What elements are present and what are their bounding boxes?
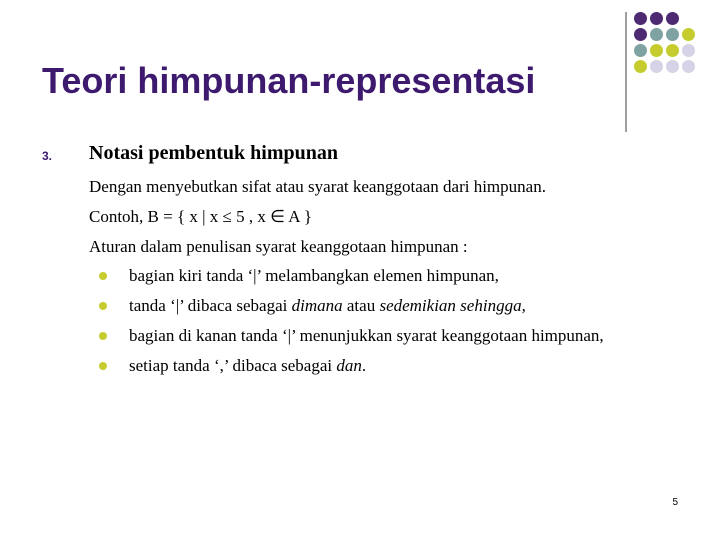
- rules-list: [42, 264, 682, 377]
- decorative-dot: [666, 44, 679, 57]
- bullet-italic-term: dimana: [291, 296, 343, 315]
- example-text: Contoh, B = { x | x ≤ 5 , x ∈ A }: [89, 207, 313, 226]
- page-number: 5: [672, 497, 678, 508]
- bullet-icon: [99, 362, 107, 370]
- bullet-icon: [99, 302, 107, 310]
- decorative-dot: [650, 28, 663, 41]
- decorative-dot: [682, 44, 695, 57]
- bullet-text-pre: setiap tanda ‘,’ dibaca sebagai: [129, 356, 337, 375]
- decorative-dot: [634, 44, 647, 57]
- bullet-text-pre: tanda ‘|’ dibaca sebagai: [129, 296, 292, 315]
- bullet-text-post: .: [361, 356, 367, 375]
- description-text: Dengan menyebutkan sifat atau syarat keanggotaan dari himpunan.: [89, 177, 546, 196]
- list-item: [42, 294, 682, 317]
- decorative-dot: [650, 12, 663, 25]
- decorative-dot: [666, 12, 679, 25]
- bullet-icon: [99, 332, 107, 340]
- decorative-dot: [682, 60, 695, 73]
- section-number: 3.: [42, 149, 53, 163]
- decorative-dot: [634, 28, 647, 41]
- decorative-dot: [666, 28, 679, 41]
- decorative-vertical-line: [625, 12, 627, 132]
- bullet-text: bagian di kanan tanda ‘|’ menunjukkan syarat keanggotaan himpunan,: [129, 326, 604, 345]
- decorative-dot: [666, 60, 679, 73]
- decorative-dot: [634, 60, 647, 73]
- decorative-dot: [650, 60, 663, 73]
- slide-content: [42, 142, 682, 384]
- bullet-italic-term: dan: [336, 356, 362, 375]
- decorative-dot: [682, 28, 695, 41]
- list-item: [42, 324, 682, 347]
- bullet-text-mid: atau: [342, 296, 380, 315]
- list-item: [42, 264, 682, 287]
- section-heading: Notasi pembentuk himpunan: [89, 142, 338, 164]
- bullet-icon: [99, 272, 107, 280]
- bullet-text: bagian kiri tanda ‘|’ melambangkan elemen himpunan,: [129, 266, 499, 285]
- list-item: [42, 354, 682, 377]
- section-heading-row: [42, 142, 682, 168]
- rules-intro-text: Aturan dalam penulisan syarat keanggotaan himpunan :: [89, 237, 468, 256]
- decorative-dot: [634, 12, 647, 25]
- slide-title: Teori himpunan-representasi: [42, 60, 536, 101]
- bullet-italic-term: sedemikian sehingga,: [379, 296, 526, 315]
- decorative-dot: [650, 44, 663, 57]
